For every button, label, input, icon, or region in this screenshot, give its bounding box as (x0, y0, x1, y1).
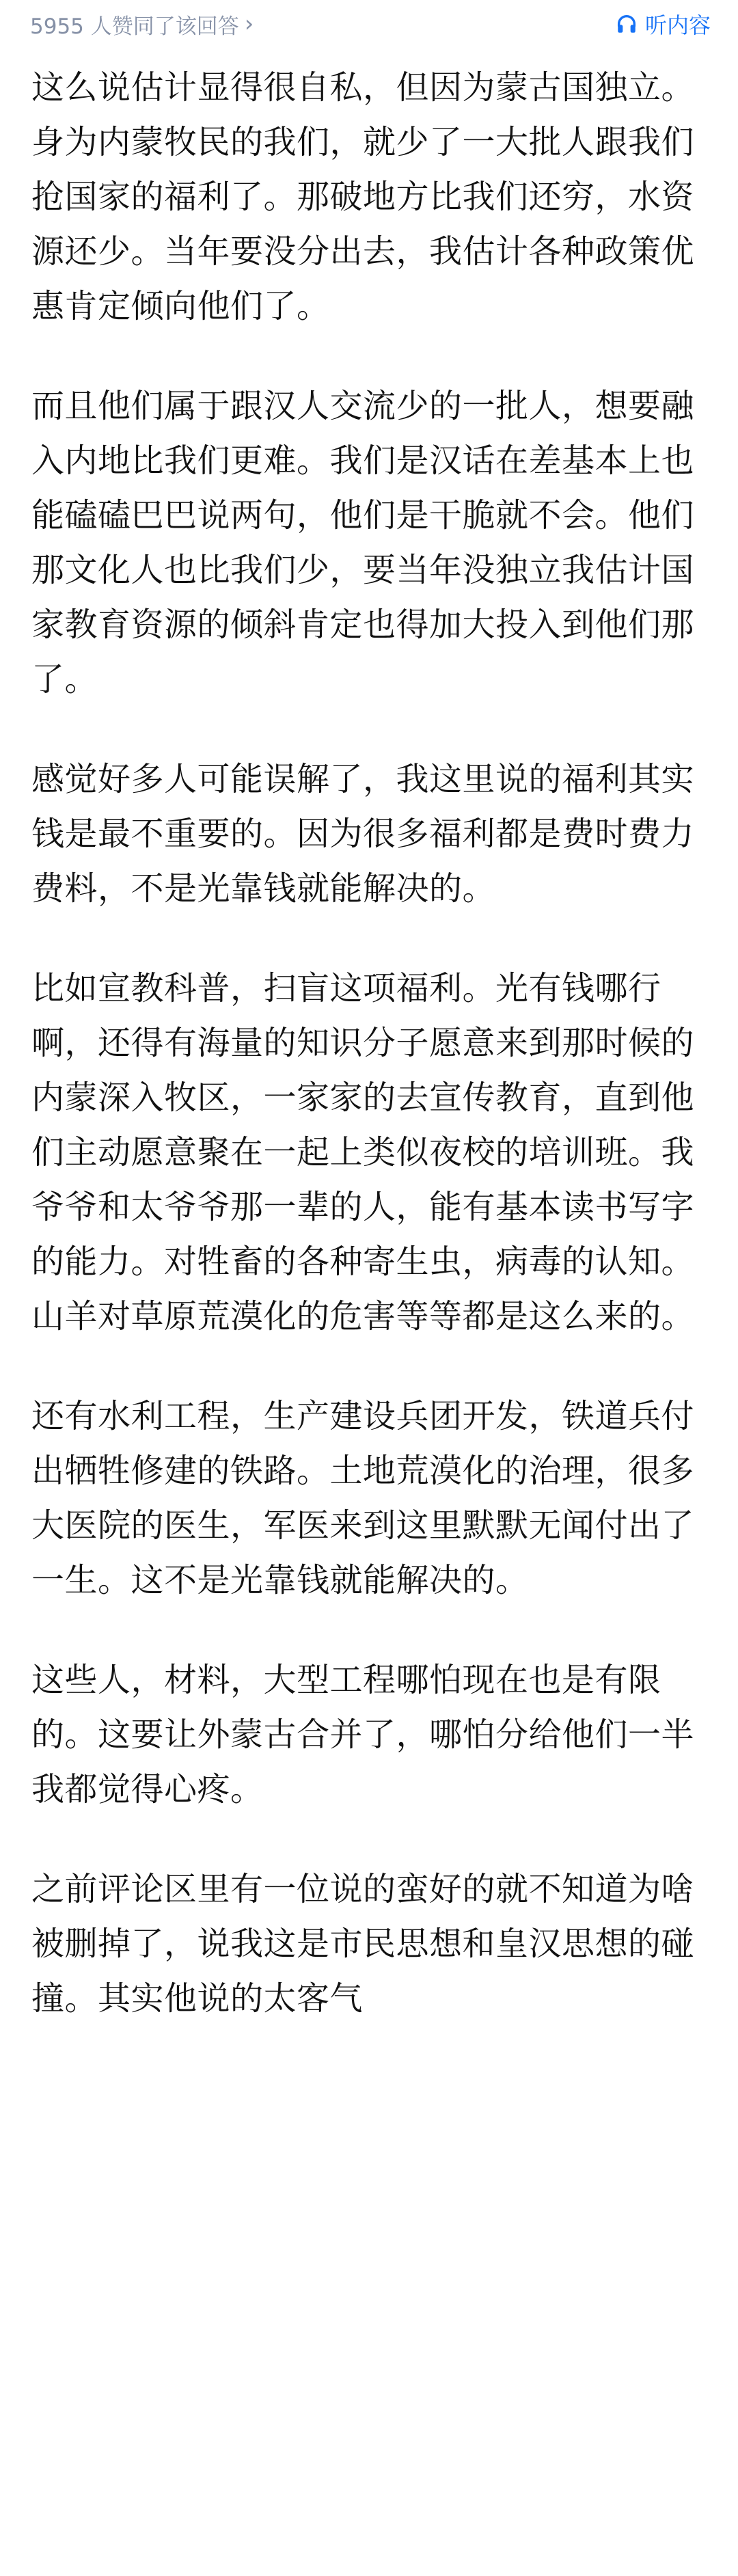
answer-paragraph: 感觉好多人可能误解了，我这里说的福利其实钱是最不重要的。因为很多福利都是费时费力费料，不是光靠钱就能解决的。 (31, 760, 695, 908)
voters-link[interactable] (30, 9, 254, 40)
answer-paragraph: 而且他们属于跟汉人交流少的一批人，想要融入内地比我们更难。我们是汉话在差基本上也能磕磕巴巴说两句，他们是干脆就不会。他们那文化人也比我们少，要当年没独立我估计国家教育资源的倾斜肯定也得加大投入到他们那了。 (31, 387, 695, 699)
listen-button[interactable] (615, 8, 711, 40)
headphones-icon (615, 12, 638, 36)
answer-paragraph: 比如宣教科普，扫盲这项福利。光有钱哪行啊，还得有海量的知识分子愿意来到那时候的内蒙深入牧区，一家家的去宣传教育，直到他们主动愿意聚在一起上类似夜校的培训班。我爷爷和太爷爷那一辈的人，能有基本读书写字的能力。对牲畜的各种寄生虫，病毒的认知。山羊对草原荒漠化的危害等等都是这么来的。 (31, 969, 695, 1336)
answer-content (0, 48, 738, 2026)
voters-count[interactable]: 5955 人赞同了该回答 (30, 14, 239, 39)
answer-header (0, 0, 738, 48)
answer-paragraph: 这些人，材料，大型工程哪怕现在也是有限的。这要让外蒙古合并了，哪怕分给他们一半我都觉得心疼。 (31, 1661, 695, 1808)
answer-paragraph: 这么说估计显得很自私，但因为蒙古国独立。身为内蒙牧民的我们，就少了一大批人跟我们抢国家的福利了。那破地方比我们还穷，水资源还少。当年要没分出去，我估计各种政策优惠肯定倾向他们了。 (31, 68, 695, 325)
answer-paragraph: 还有水利工程，生产建设兵团开发，铁道兵付出牺牲修建的铁路。土地荒漠化的治理，很多大医院的医生，军医来到这里默默无闻付出了一生。这不是光靠钱就能解决的。 (31, 1397, 695, 1599)
chevron-right-icon: › (244, 10, 254, 38)
answer-paragraph: 之前评论区里有一位说的蛮好的就不知道为啥被删掉了，说我这是市民思想和皇汉思想的碰撞。其实他说的太客气 (31, 1870, 695, 2018)
listen-label[interactable]: 听内容 (644, 12, 711, 38)
